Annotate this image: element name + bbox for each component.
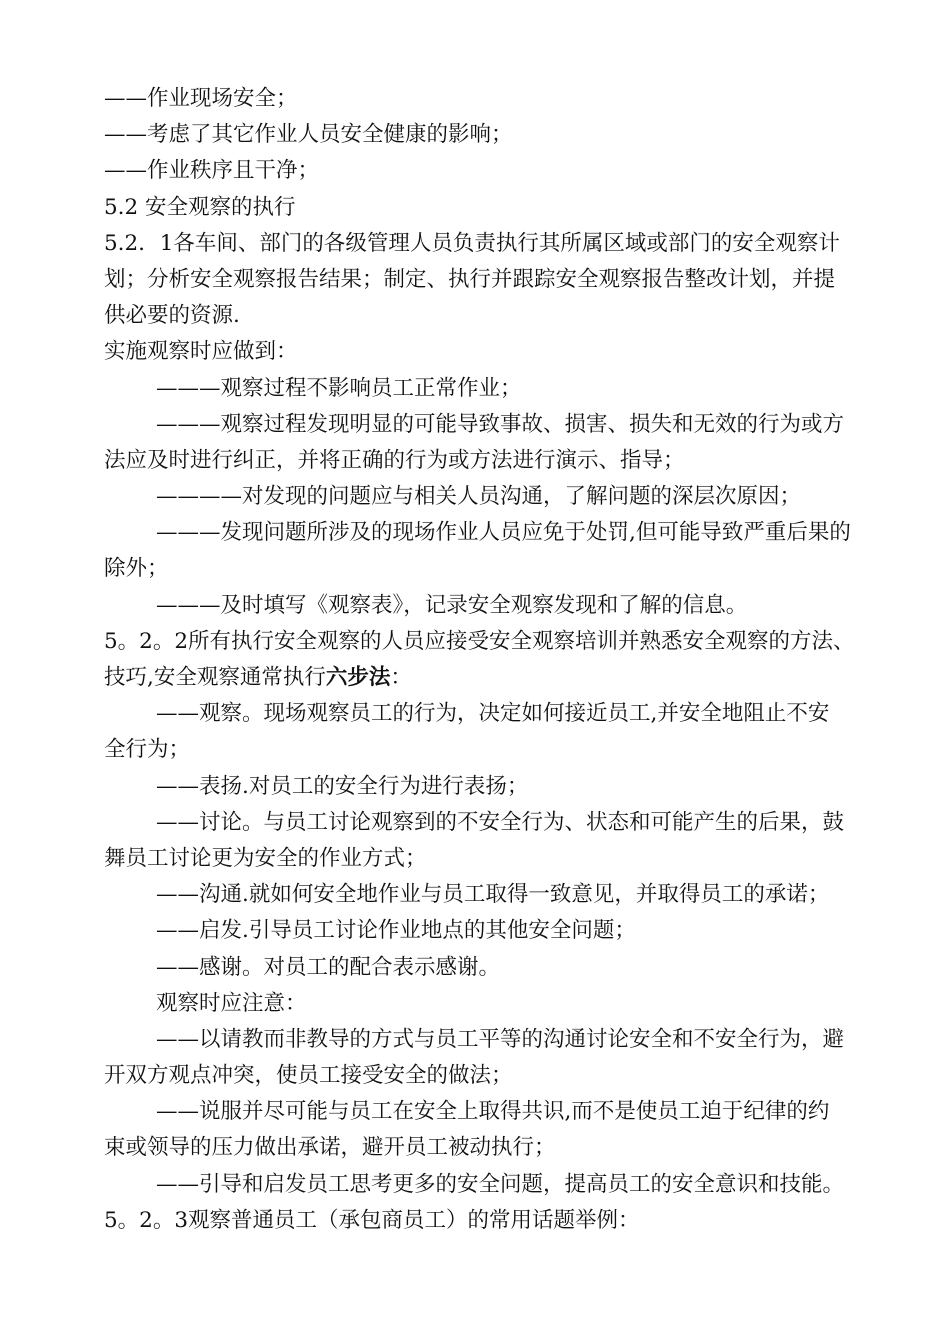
list-item: ———观察过程发现明显的可能导致事故、损害、损失和无效的行为或方 [156,411,845,437]
list-item: ——引导和启发员工思考更多的安全问题，提高员工的安全意识和技能。 [156,1171,845,1197]
document-body [104,81,864,1239]
paragraph-line: 5.2．1各车间、部门的各级管理人员负责执行其所属区域或部门的安全观察计 [104,230,840,256]
list-item: ———观察过程不影响员工正常作业； [156,375,522,401]
list-item: ——讨论。与员工讨论观察到的不安全行为、状态和可能产生的后果，鼓 [156,809,845,835]
paragraph-line: 供必要的资源. [104,303,240,329]
paragraph-line: ——作业秩序且干净； [104,158,320,184]
list-item: ——启发.引导员工讨论作业地点的其他安全问题； [156,918,636,944]
paragraph-line: 观察时应注意： [156,990,307,1016]
paragraph-line: 舞员工讨论更为安全的作业方式； [104,845,427,871]
paragraph-line: 5。2。2所有执行安全观察的人员应接受安全观察培训并熟悉安全观察的方法、 [104,628,855,654]
paragraph-line: 法应及时进行纠正，并将正确的行为或方法进行演示、指导； [104,447,685,473]
text-run: ： [390,665,412,690]
paragraph-line: 除外； [104,556,169,582]
section-heading: 5.2 安全观察的执行 [104,194,296,220]
list-item: ——沟通.就如何安全地作业与员工取得一致意见，并取得员工的承诺； [156,882,830,908]
paragraph-line: 实施观察时应做到： [104,339,298,365]
paragraph-line: 全行为； [104,737,191,763]
list-item: ——以请教而非教导的方式与员工平等的沟通讨论安全和不安全行为，避 [156,1026,845,1052]
list-item: ———及时填写《观察表》，记录安全观察发现和了解的信息。 [156,592,748,618]
paragraph-line: ——作业现场安全； [104,86,298,111]
emphasis-text: 六步法 [325,665,391,690]
list-item: ———发现问题所涉及的现场作业人员应免于处罚,但可能导致严重后果的 [156,520,851,546]
list-item: ——感谢。对员工的配合表示感谢。 [156,954,501,980]
paragraph-line: 划；分析安全观察报告结果；制定、执行并跟踪安全观察报告整改计划，并提 [104,266,836,292]
text-run: 技巧,安全观察通常执行 [104,665,326,690]
list-item: ——说服并尽可能与员工在安全上取得共识,而不是使员工迫于纪律的约 [156,1099,830,1125]
paragraph-line: 开双方观点冲突，使员工接受安全的做法； [104,1063,513,1089]
list-item: ——观察。现场观察员工的行为，决定如何接近员工,并安全地阻止不安 [156,701,830,727]
paragraph-line [104,660,864,696]
list-item: ————对发现的问题应与相关人员沟通，了解问题的深层次原因； [156,484,802,510]
paragraph-line: ——考虑了其它作业人员安全健康的影响； [104,122,513,148]
paragraph-line: 束或领导的压力做出承诺，避开员工被动执行； [104,1135,556,1161]
paragraph-line: 5。2。3观察普通员工（承包商员工）的常用话题举例： [104,1207,640,1233]
list-item: ——表扬.对员工的安全行为进行表扬； [156,773,529,799]
